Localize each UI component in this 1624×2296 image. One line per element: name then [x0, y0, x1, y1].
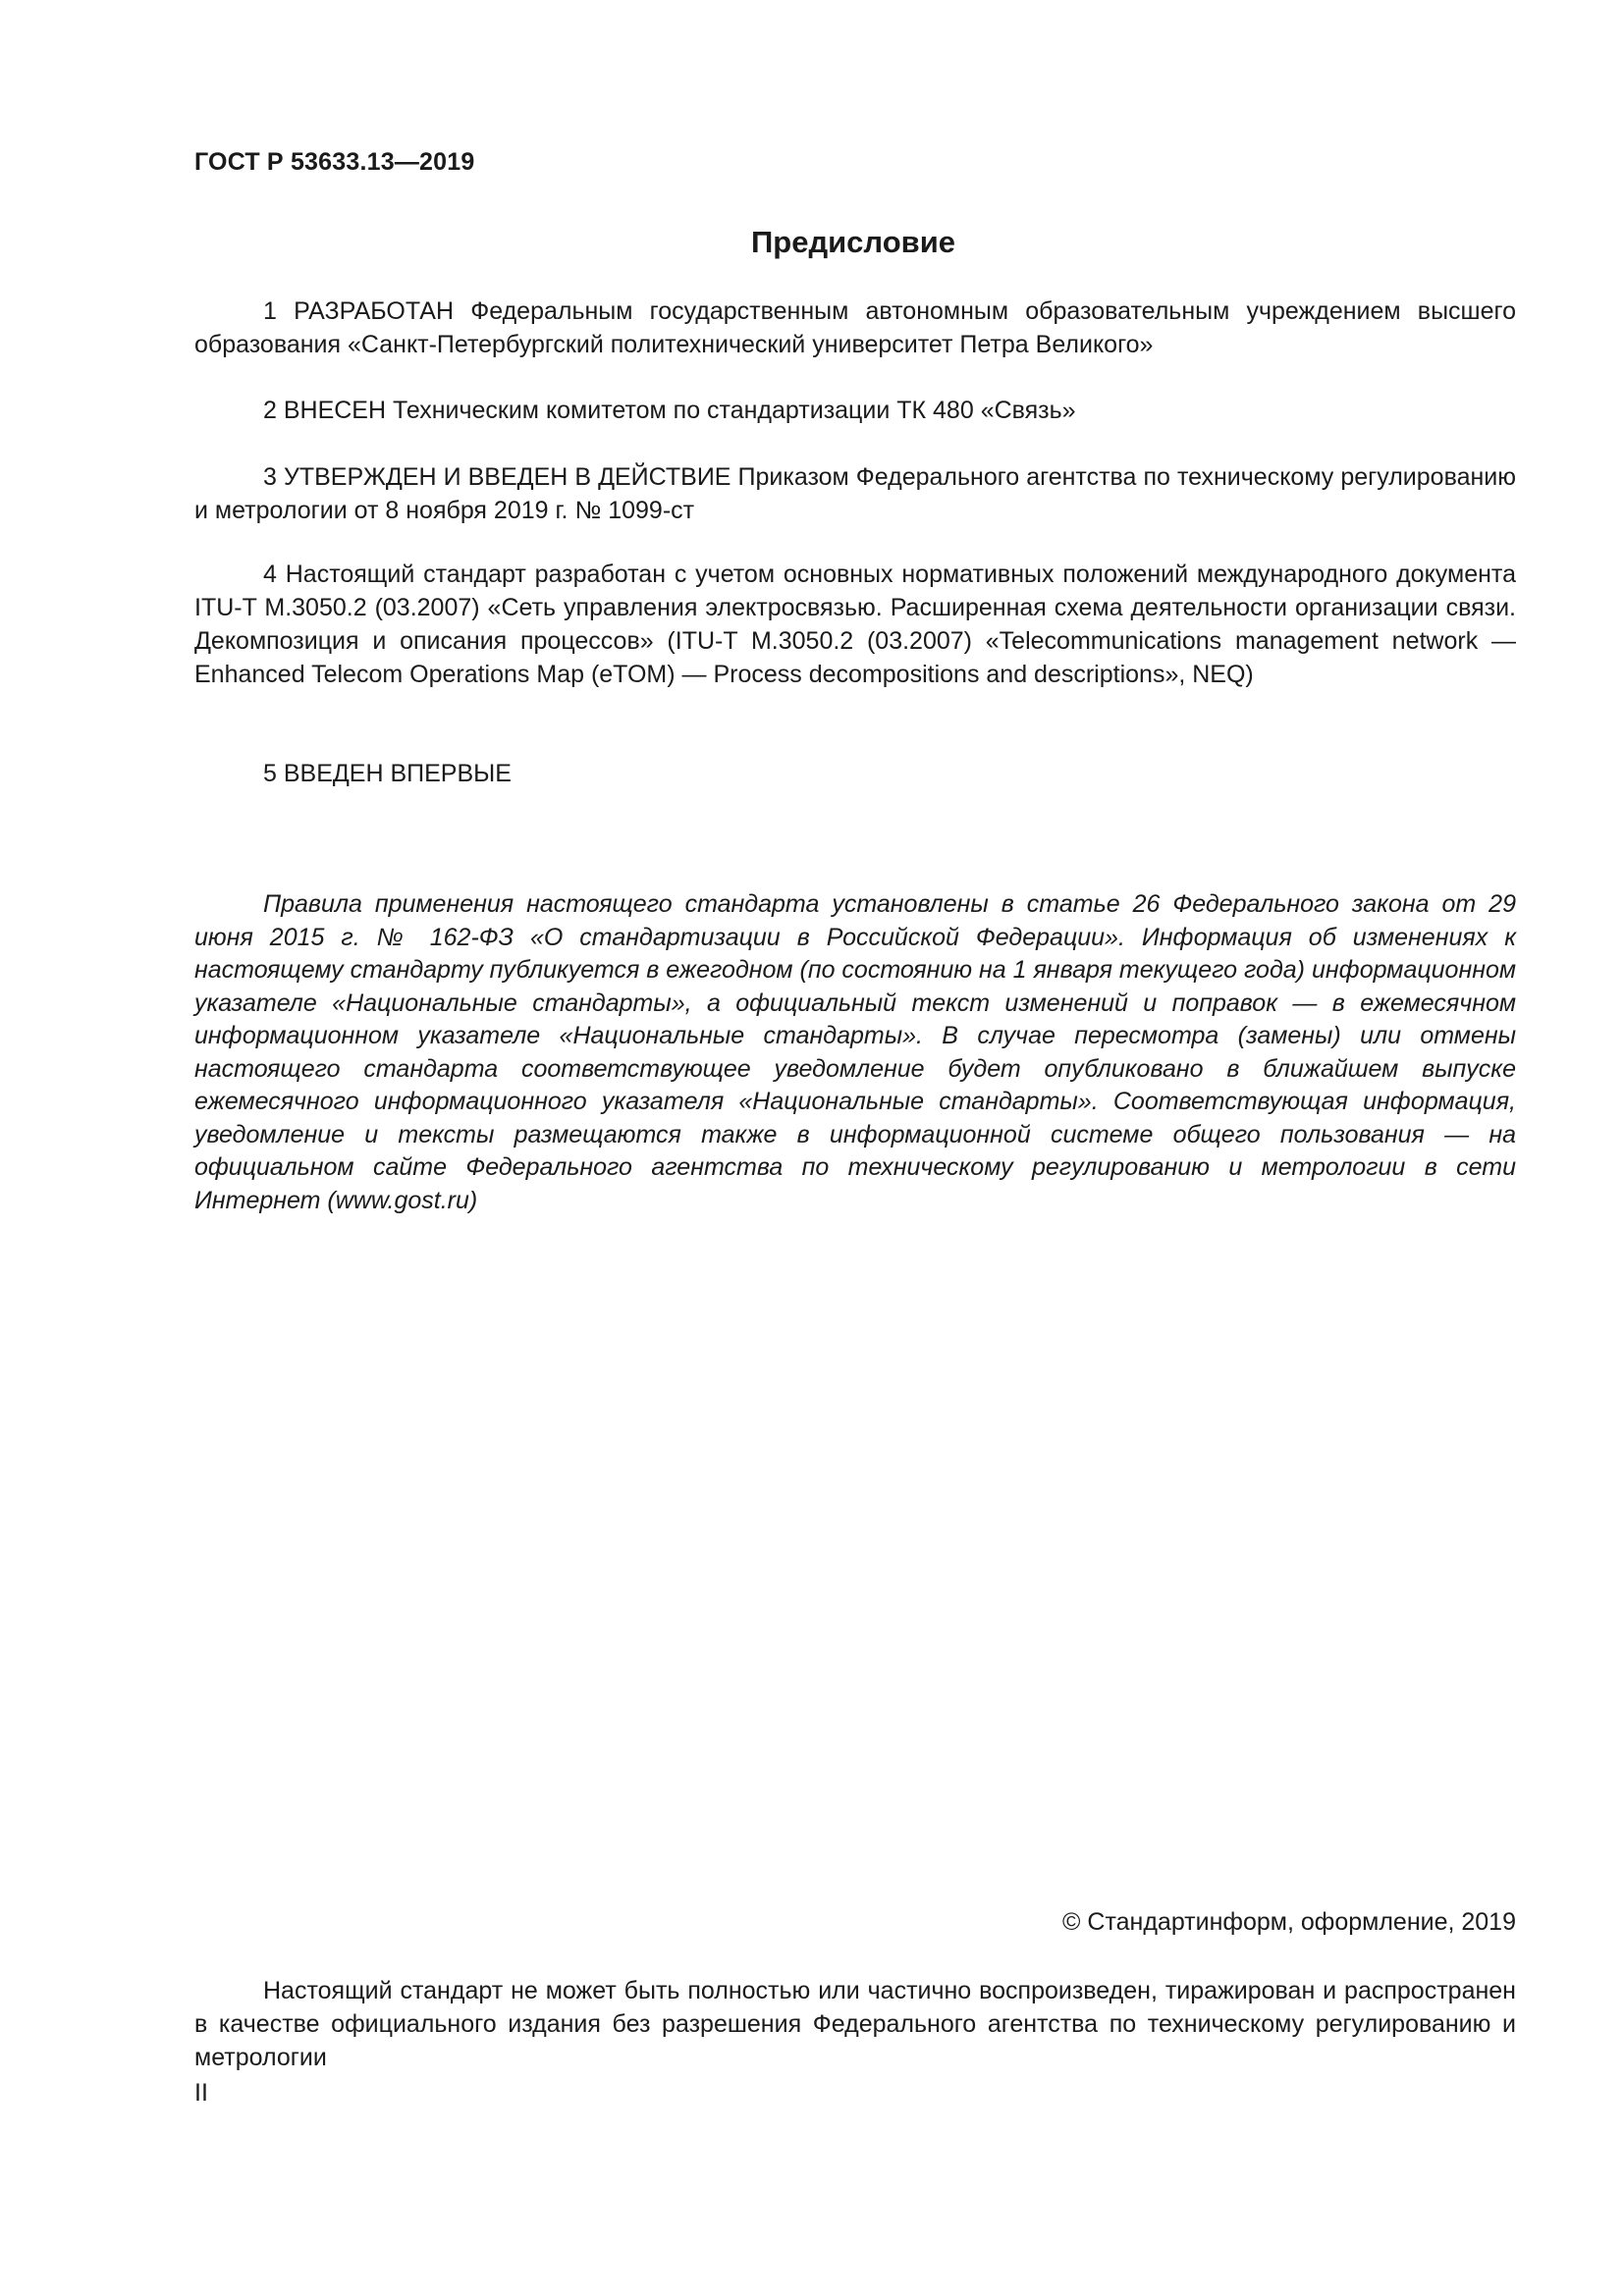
preface-item-1-text: 1 РАЗРАБОТАН Федеральным государственным автономным образовательным учреждением высшего образования «Санкт-Петербургский политехнический университет Петра Великого»	[194, 297, 1516, 358]
rules-notice-text: Правила применения настоящего стандарта установлены в статье 26 Федерального закона от 29 июня 2015 г. № 162-ФЗ «О стандартизации в Российской Федерации». Информация об изменениях к настоящему стандарту публикуется в ежегодном (по состоянию на 1 января текущего года) информационном указателе «Национальные стандарты», а официальный текст изменений и поправок — в ежемесячном информационном указателе «Национальные стандарты». В случае пересмотра (замены) или отмены настоящего стандарта соответствующее уведомление будет опубликовано в ближайшем выпуске ежемесячного информационного указателя «Национальные стандарты». Соответствующая информация, уведомление и тексты размещаются также в информационной системе общего пользования — на официальном сайте Федерального агентства по техническому регулированию и метрологии в сети Интернет (www.gost.ru)	[194, 890, 1517, 1214]
preface-item-2-text: 2 ВНЕСЕН Техническим комитетом по стандартизации ТК 480 «Связь»	[263, 397, 1076, 424]
document-code-header: ГОСТ Р 53633.13—2019	[194, 148, 475, 176]
preface-item-3-text: 3 УТВЕРЖДЕН И ВВЕДЕН В ДЕЙСТВИЕ Приказом Федерального агентства по техническому регулированию и метрологии от 8 ноября 2019 г. № 1099-ст	[194, 463, 1516, 524]
page-number: II	[194, 2079, 208, 2107]
rules-notice	[194, 888, 1516, 1217]
preface-item-4-text: 4 Настоящий стандарт разработан с учетом основных нормативных положений международного документа ITU-T M.3050.2 (03.2007) «Сеть управления электросвязью. Расширенная схема деятельности организации связи. Декомпозиция и описания процессов» (ITU-T M.3050.2 (03.2007) «Telecommunications management network — Enhanced Telecom Operations Map (eTOM) — Process decompositions and descriptions», NEQ)	[194, 561, 1516, 688]
preface-item-5	[194, 757, 1516, 790]
preface-item-3	[194, 460, 1516, 527]
preface-item-2	[194, 394, 1516, 427]
copyright-line: © Стандартинформ, оформление, 2019	[1062, 1908, 1516, 1936]
page-title: Предисловие	[750, 225, 955, 259]
reproduction-notice	[194, 1974, 1516, 2074]
preface-item-5-text: 5 ВВЕДЕН ВПЕРВЫЕ	[263, 760, 512, 787]
preface-item-1	[194, 294, 1516, 361]
preface-item-4	[194, 558, 1516, 691]
reproduction-notice-text: Настоящий стандарт не может быть полностью или частично воспроизведен, тиражирован и распространен в качестве официального издания без разрешения Федерального агентства по техническому регулированию и метрологии	[194, 1977, 1516, 2071]
